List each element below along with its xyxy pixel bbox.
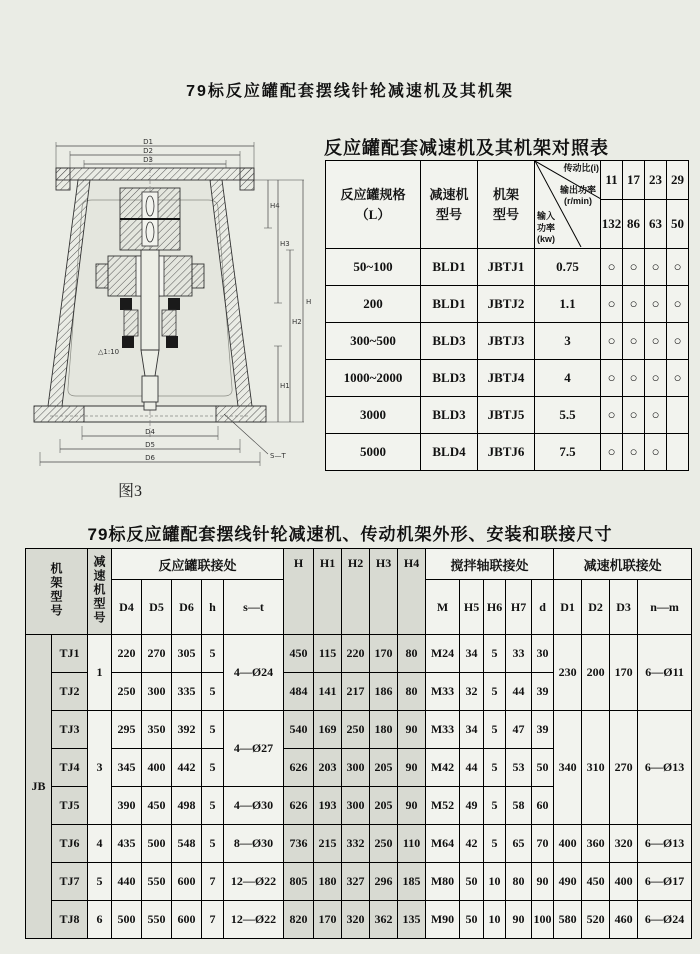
cell: 60: [532, 787, 554, 825]
table-row: [326, 286, 689, 323]
cell: 50: [532, 749, 554, 787]
cell: 80: [398, 673, 426, 711]
cell: 5: [484, 673, 506, 711]
reducer-frame-section-drawing: [20, 138, 315, 478]
col-header-M: M: [426, 580, 460, 635]
cell-spec: 300~500: [326, 323, 421, 360]
cell: 320: [342, 901, 370, 939]
cell-tj: TJ5: [52, 787, 88, 825]
dim-label-d3: D3: [143, 156, 153, 164]
dim-table-title: 79标反应罐配套摆线针轮减速机、传动机架外形、安装和联接尺寸: [87, 525, 613, 544]
taper-label: △1:10: [98, 348, 120, 356]
match-table-title: 反应罐配套减速机及其机架对照表: [324, 138, 609, 158]
cell-spec: 3000: [326, 397, 421, 434]
cell: 5: [484, 825, 506, 863]
cell: 39: [532, 711, 554, 749]
table-row: [326, 397, 689, 434]
cell: 180: [314, 863, 342, 901]
group-header-mixer-joint: 搅拌轴联接处: [426, 549, 554, 580]
diag-label-output: 输出功率(r/min): [559, 185, 596, 207]
ratio-17: 17: [623, 161, 645, 200]
col-header-frame-model: 机架型号: [26, 549, 88, 635]
cell: 340: [554, 711, 582, 825]
speed-50: 50: [667, 200, 689, 249]
cell: 270: [610, 711, 638, 825]
avail-mark: ○: [623, 286, 645, 323]
cell: 600: [172, 863, 202, 901]
cell-model: BLD1: [421, 286, 478, 323]
cell-power: 1.1: [535, 286, 601, 323]
cell: 300: [342, 749, 370, 787]
cell-gear: 1: [88, 635, 112, 711]
col-header-H2: H2: [342, 549, 370, 635]
cell-tj: TJ8: [52, 901, 88, 939]
cell-spec: 50~100: [326, 249, 421, 286]
cell: 626: [284, 787, 314, 825]
page-title: 79标反应罐配套摆线针轮减速机及其机架: [186, 83, 514, 100]
cell: 600: [172, 901, 202, 939]
cell-tj: TJ7: [52, 863, 88, 901]
cell-model: BLD3: [421, 360, 478, 397]
cell: 90: [398, 787, 426, 825]
group-header-reducer-joint: 减速机联接处: [554, 549, 692, 580]
cell-model: BLD4: [421, 434, 478, 471]
cell: 250: [112, 673, 142, 711]
cell-model: BLD3: [421, 397, 478, 434]
cell-frame: JBTJ5: [478, 397, 535, 434]
cell: 32: [460, 673, 484, 711]
cell: 205: [370, 749, 398, 787]
table-row: [26, 863, 692, 901]
table-row: [326, 360, 689, 397]
cell-frame: JBTJ3: [478, 323, 535, 360]
cell: 360: [582, 825, 610, 863]
cell: 450: [582, 863, 610, 901]
cell: 49: [460, 787, 484, 825]
cell: 484: [284, 673, 314, 711]
col-header-frame-model: 机架型号: [478, 161, 535, 249]
dim-label-h: H: [306, 298, 312, 306]
col-header-D2: D2: [582, 580, 610, 635]
cell-power: 3: [535, 323, 601, 360]
cell: 435: [112, 825, 142, 863]
cell: 170: [314, 901, 342, 939]
avail-mark: ○: [667, 323, 689, 360]
cell: 169: [314, 711, 342, 749]
cell: M33: [426, 673, 460, 711]
avail-mark: ○: [667, 249, 689, 286]
cell: 80: [398, 635, 426, 673]
cell: 550: [142, 901, 172, 939]
avail-mark: ○: [601, 323, 623, 360]
col-header-H7: H7: [506, 580, 532, 635]
cell-st: 4—Ø30: [224, 787, 284, 825]
cell: 7: [202, 863, 224, 901]
dimension-table: [25, 548, 692, 939]
cell: M33: [426, 711, 460, 749]
cell: 5: [484, 711, 506, 749]
cell: 5: [202, 711, 224, 749]
cell: 90: [532, 863, 554, 901]
avail-mark: ○: [601, 249, 623, 286]
cell-nm: 6—Ø24: [638, 901, 692, 939]
cell: 90: [398, 749, 426, 787]
cell: 450: [142, 787, 172, 825]
cell: 820: [284, 901, 314, 939]
cell: 135: [398, 901, 426, 939]
cell: 550: [142, 863, 172, 901]
cell: M80: [426, 863, 460, 901]
technical-drawing: [20, 138, 315, 483]
cell: 520: [582, 901, 610, 939]
cell: 580: [554, 901, 582, 939]
cell: 490: [554, 863, 582, 901]
cell-spec: 5000: [326, 434, 421, 471]
cell-st: 8—Ø30: [224, 825, 284, 863]
cell: 250: [370, 825, 398, 863]
group-header-tank-joint: 反应罐联接处: [112, 549, 284, 580]
cell: 392: [172, 711, 202, 749]
cell-frame: JBTJ4: [478, 360, 535, 397]
ratio-11: 11: [601, 161, 623, 200]
cell: 220: [342, 635, 370, 673]
col-header-D5: D5: [142, 580, 172, 635]
cell: 5: [202, 635, 224, 673]
dim-label-h1: H1: [280, 382, 290, 390]
cell: 250: [342, 711, 370, 749]
cell-nm: 6—Ø17: [638, 863, 692, 901]
avail-mark: ○: [667, 360, 689, 397]
avail-mark: ○: [601, 434, 623, 471]
cell: 5: [484, 635, 506, 673]
cell: 345: [112, 749, 142, 787]
cell: 42: [460, 825, 484, 863]
cell-gear: 5: [88, 863, 112, 901]
cell: 47: [506, 711, 532, 749]
avail-mark: [667, 434, 689, 471]
table-row: [326, 434, 689, 471]
col-header-H: H: [284, 549, 314, 635]
cell-frame: JBTJ2: [478, 286, 535, 323]
ratio-29: 29: [667, 161, 689, 200]
cell: 185: [398, 863, 426, 901]
cell-tj: TJ4: [52, 749, 88, 787]
cell-st: 12—Ø22: [224, 863, 284, 901]
cell-nm: 6—Ø13: [638, 711, 692, 825]
cell: 450: [284, 635, 314, 673]
col-header-d: d: [532, 580, 554, 635]
col-header-H1: H1: [314, 549, 342, 635]
dim-label-h2: H2: [292, 318, 302, 326]
dim-label-d1: D1: [143, 138, 153, 146]
cell: 7: [202, 901, 224, 939]
cell: 70: [532, 825, 554, 863]
cell: 362: [370, 901, 398, 939]
cell: 33: [506, 635, 532, 673]
table-row: [326, 249, 689, 286]
cell: 186: [370, 673, 398, 711]
cell: M90: [426, 901, 460, 939]
cell-frame: JBTJ1: [478, 249, 535, 286]
cell: 310: [582, 711, 610, 825]
cell: 327: [342, 863, 370, 901]
col-header-gear-model: 减速机型号: [88, 549, 112, 635]
avail-mark: ○: [601, 286, 623, 323]
col-header-tank-spec: 反应罐规格（L）: [326, 161, 421, 249]
dim-label-h4: H4: [270, 202, 280, 210]
cell: 215: [314, 825, 342, 863]
cell-model: BLD1: [421, 249, 478, 286]
cell-model: BLD3: [421, 323, 478, 360]
cell: 217: [342, 673, 370, 711]
cell: 500: [142, 825, 172, 863]
cell: 50: [460, 863, 484, 901]
table-row: [26, 901, 692, 939]
avail-mark: ○: [645, 434, 667, 471]
cell: M42: [426, 749, 460, 787]
avail-mark: ○: [601, 397, 623, 434]
dim-label-st: S—T: [270, 452, 286, 460]
dim-label-d6: D6: [145, 454, 155, 462]
cell: 34: [460, 635, 484, 673]
dim-label-d5: D5: [145, 441, 155, 449]
avail-mark: ○: [623, 434, 645, 471]
cell: 350: [142, 711, 172, 749]
cell: 141: [314, 673, 342, 711]
cell: 110: [398, 825, 426, 863]
dim-label-d2: D2: [143, 147, 153, 155]
cell: 220: [112, 635, 142, 673]
cell-power: 7.5: [535, 434, 601, 471]
cell: 305: [172, 635, 202, 673]
cell: 30: [532, 635, 554, 673]
cell-gear: 4: [88, 825, 112, 863]
avail-mark: ○: [667, 286, 689, 323]
table-row: [26, 825, 692, 863]
cell: 300: [342, 787, 370, 825]
avail-mark: [667, 397, 689, 434]
cell-jb: JB: [26, 635, 52, 939]
cell: 270: [142, 635, 172, 673]
col-header-H4: H4: [398, 549, 426, 635]
cell: 90: [506, 901, 532, 939]
table-row: [26, 711, 692, 749]
avail-mark: ○: [645, 323, 667, 360]
dim-label-h3: H3: [280, 240, 290, 248]
table-row: [326, 323, 689, 360]
match-header-row-1: [326, 161, 689, 200]
cell: 460: [610, 901, 638, 939]
col-header-D6: D6: [172, 580, 202, 635]
cell: 296: [370, 863, 398, 901]
cell-nm: 6—Ø11: [638, 635, 692, 711]
col-header-H6: H6: [484, 580, 506, 635]
cell: 44: [460, 749, 484, 787]
diag-label-ratio: 传动比(i): [563, 163, 599, 173]
col-header-D3: D3: [610, 580, 638, 635]
diag-label-input: 输入功率(kw): [537, 211, 556, 244]
speed-63: 63: [645, 200, 667, 249]
table-row: [26, 635, 692, 673]
cell: 332: [342, 825, 370, 863]
cell: 50: [460, 901, 484, 939]
cell: 5: [202, 749, 224, 787]
avail-mark: ○: [623, 249, 645, 286]
avail-mark: ○: [645, 360, 667, 397]
col-header-H3: H3: [370, 549, 398, 635]
dim-label-d4: D4: [145, 428, 155, 436]
cell: 498: [172, 787, 202, 825]
cell: 39: [532, 673, 554, 711]
cell: 400: [554, 825, 582, 863]
cell: 34: [460, 711, 484, 749]
cell-spec: 1000~2000: [326, 360, 421, 397]
cell-power: 0.75: [535, 249, 601, 286]
cell: 5: [484, 749, 506, 787]
cell: 100: [532, 901, 554, 939]
cell: 500: [112, 901, 142, 939]
cell: 320: [610, 825, 638, 863]
cell: M52: [426, 787, 460, 825]
cell-tj: TJ1: [52, 635, 88, 673]
col-header-st: s—t: [224, 580, 284, 635]
cell: 170: [370, 635, 398, 673]
avail-mark: ○: [645, 286, 667, 323]
match-table: [325, 160, 689, 471]
cell-tj: TJ3: [52, 711, 88, 749]
cell: 440: [112, 863, 142, 901]
cell: 805: [284, 863, 314, 901]
cell-tj: TJ6: [52, 825, 88, 863]
cell: 90: [398, 711, 426, 749]
cell-spec: 200: [326, 286, 421, 323]
speed-132: 132: [601, 200, 623, 249]
cell: 115: [314, 635, 342, 673]
cell: 203: [314, 749, 342, 787]
cell: 5: [202, 825, 224, 863]
cell: 335: [172, 673, 202, 711]
cell-nm: 6—Ø13: [638, 825, 692, 863]
cell: 736: [284, 825, 314, 863]
cell: 170: [610, 635, 638, 711]
avail-mark: ○: [623, 360, 645, 397]
col-header-h: h: [202, 580, 224, 635]
cell: 10: [484, 863, 506, 901]
cell: M24: [426, 635, 460, 673]
cell: 193: [314, 787, 342, 825]
dim-header-row-1: [26, 549, 692, 580]
cell: 65: [506, 825, 532, 863]
cell-gear: 6: [88, 901, 112, 939]
cell: 295: [112, 711, 142, 749]
cell-gear: 3: [88, 711, 112, 825]
avail-mark: ○: [623, 323, 645, 360]
cell: 442: [172, 749, 202, 787]
avail-mark: ○: [601, 360, 623, 397]
avail-mark: ○: [623, 397, 645, 434]
cell: 5: [202, 673, 224, 711]
cell: 390: [112, 787, 142, 825]
cell: 548: [172, 825, 202, 863]
cell: 540: [284, 711, 314, 749]
cell: 300: [142, 673, 172, 711]
cell: 230: [554, 635, 582, 711]
cell-power: 4: [535, 360, 601, 397]
figure-caption: 图3: [117, 483, 142, 500]
cell: 626: [284, 749, 314, 787]
speed-86: 86: [623, 200, 645, 249]
cell: 205: [370, 787, 398, 825]
col-header-D4: D4: [112, 580, 142, 635]
avail-mark: ○: [645, 397, 667, 434]
cell: 80: [506, 863, 532, 901]
avail-mark: ○: [645, 249, 667, 286]
cell: 10: [484, 901, 506, 939]
cell: 53: [506, 749, 532, 787]
cell: 5: [202, 787, 224, 825]
diagonal-header-cell: [535, 161, 601, 249]
cell-frame: JBTJ6: [478, 434, 535, 471]
cell: 200: [582, 635, 610, 711]
cell-st: 12—Ø22: [224, 901, 284, 939]
cell-st: 4—Ø24: [224, 635, 284, 711]
cell: 44: [506, 673, 532, 711]
cell: 58: [506, 787, 532, 825]
cell-power: 5.5: [535, 397, 601, 434]
cell: 180: [370, 711, 398, 749]
col-header-nm: n—m: [638, 580, 692, 635]
cell: 400: [610, 863, 638, 901]
cell: M64: [426, 825, 460, 863]
ratio-23: 23: [645, 161, 667, 200]
cell-st: 4—Ø27: [224, 711, 284, 787]
cell-tj: TJ2: [52, 673, 88, 711]
col-header-reducer-model: 减速机型号: [421, 161, 478, 249]
col-header-H5: H5: [460, 580, 484, 635]
col-header-D1: D1: [554, 580, 582, 635]
cell: 400: [142, 749, 172, 787]
cell: 5: [484, 787, 506, 825]
